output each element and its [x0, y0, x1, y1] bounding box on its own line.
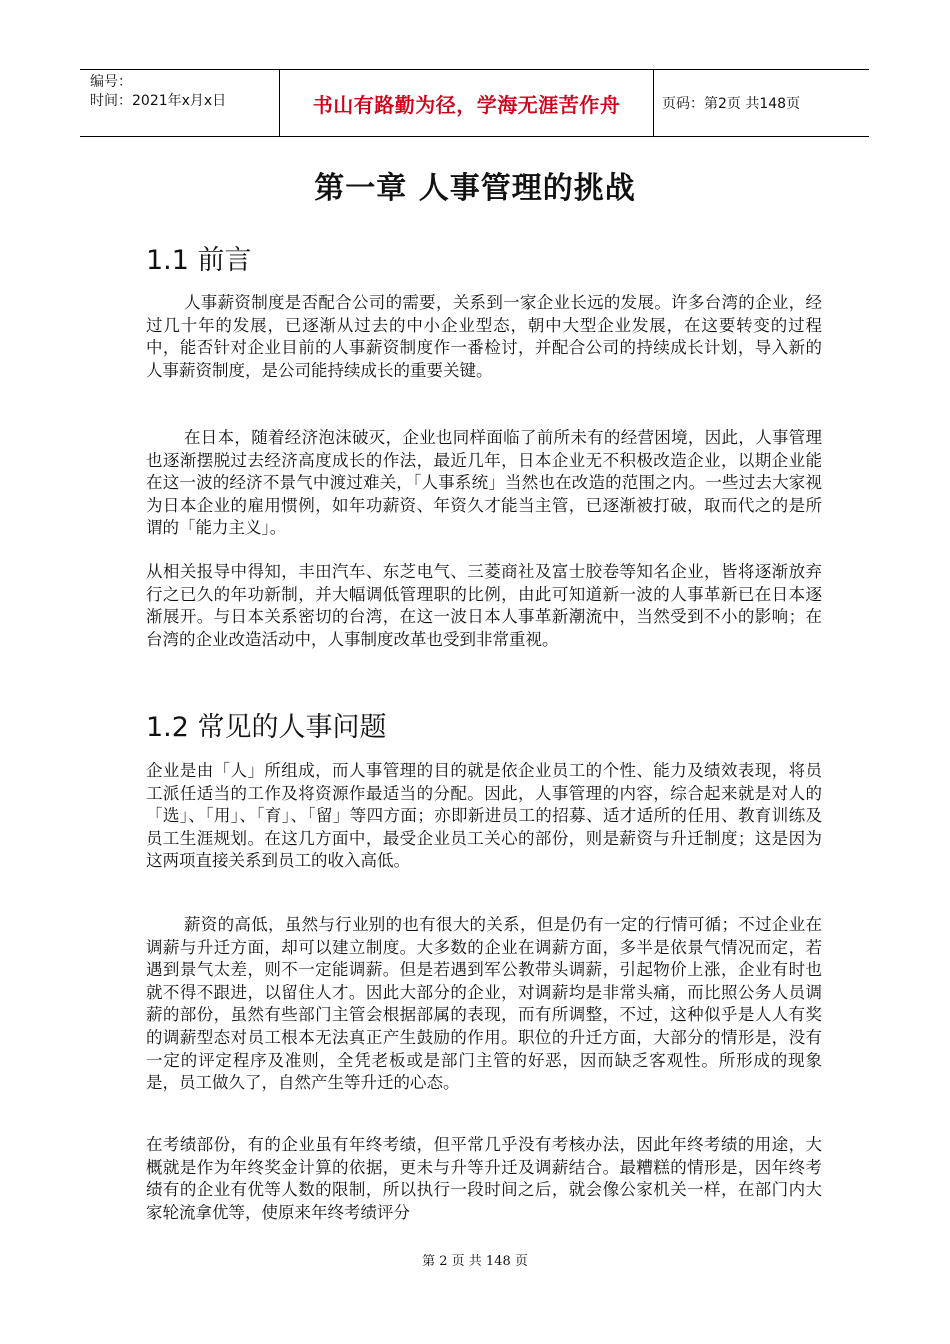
- chapter-title: 第一章 人事管理的挑战: [314, 171, 636, 206]
- header-date-label: 时间：2021年x月x日: [90, 93, 227, 109]
- header-meta: [80, 70, 280, 136]
- section-heading-common-issues: 1.2 常见的人事问题: [146, 712, 387, 743]
- paragraph: 企业是由「人」所组成，而人事管理的目的就是依企业员工的个性、能力及绩效表现，将员工派任适当的工作及将资源作最适当的分配。因此，人事管理的内容，综合起来就是对人的「选」、「用」、「育」、「留」等四方面；亦即新进员工的招募、适才适所的任用、教育训练及员工生涯规划。在这几方面中，最受企业员工关心的部份，则是薪资与升迁制度；这是因为这两项直接关系到员工的收入高低。: [146, 761, 822, 871]
- paragraph: 薪资的高低，虽然与行业别的也有很大的关系，但是仍有一定的行情可循；不过企业在调薪与升迁方面，却可以建立制度。大多数的企业在调薪方面，多半是依景气情况而定，若遇到景气太差，则不一定能调薪。但是若遇到军公教带头调薪，引起物价上涨，企业有时也就不得不跟进，以留住人才。因此大部分的企业，对调薪均是非常头痛，而比照公务人员调薪的部份，虽然有些部门主管会根据部属的表现，而有所调整，不过，这种似乎是人人有奖的调薪型态对员工根本无法真正产生鼓励的作用。职位的升迁方面，大部分的情形是，没有一定的评定程序及准则，全凭老板或是部门主管的好恶，因而缺乏客观性。所形成的现象是，员工做久了，自然产生等升迁的心态。: [146, 915, 822, 1093]
- header-motto: 书山有路勤为径，学海无涯苦作舟: [280, 70, 654, 136]
- paragraph: 人事薪资制度是否配合公司的需要，关系到一家企业长远的发展。许多台湾的企业，经过几十年的发展，已逐渐从过去的中小企业型态，朝中大型企业发展，在这要转变的过程中，能否针对企业目前的人事薪资制度作一番检讨，并配合公司的持续成长计划，导入新的人事薪资制度，是公司能持续成长的重要关键。: [146, 293, 822, 380]
- section-heading-preface: 1.1 前言: [146, 245, 252, 276]
- page-header: [80, 69, 869, 137]
- header-number-label: 编号：: [90, 74, 132, 90]
- paragraph: 从相关报导中得知，丰田汽车、东芝电气、三菱商社及富士胶卷等知名企业，皆将逐渐放弃行之已久的年功新制，并大幅调低管理职的比例，由此可知道新一波的人事革新已在日本逐渐展开。与日本关系密切的台湾，在这一波日本人事革新潮流中，当然受到不小的影响；在台湾的企业改造活动中，人事制度改革也受到非常重视。: [146, 562, 822, 649]
- paragraph: 在日本，随着经济泡沫破灭，企业也同样面临了前所未有的经营困境，因此，人事管理也逐渐摆脱过去经济高度成长的作法，最近几年，日本企业无不积极改造企业，以期企业能在这一波的经济不景气中渡过难关，「人事系统」当然也在改造的范围之内。一些过去大家视为日本企业的雇用惯例，如年功薪资、年资久才能当主管，已逐渐被打破，取而代之的是所谓的「能力主义」。: [146, 428, 822, 538]
- page-footer: 第 2 页 共 148 页: [422, 1254, 528, 1269]
- paragraph: 在考绩部份，有的企业虽有年终考绩，但平常几乎没有考核办法，因此年终考绩的用途，大概就是作为年终奖金计算的依据，更未与升等升迁及调薪结合。最糟糕的情形是，因年终考绩有的企业有优等人数的限制，所以执行一段时间之后，就会像公家机关一样，在部门内大家轮流拿优等，使原来年终考绩评分: [146, 1135, 822, 1222]
- header-page-info: 页码：第2页 共148页: [662, 96, 801, 112]
